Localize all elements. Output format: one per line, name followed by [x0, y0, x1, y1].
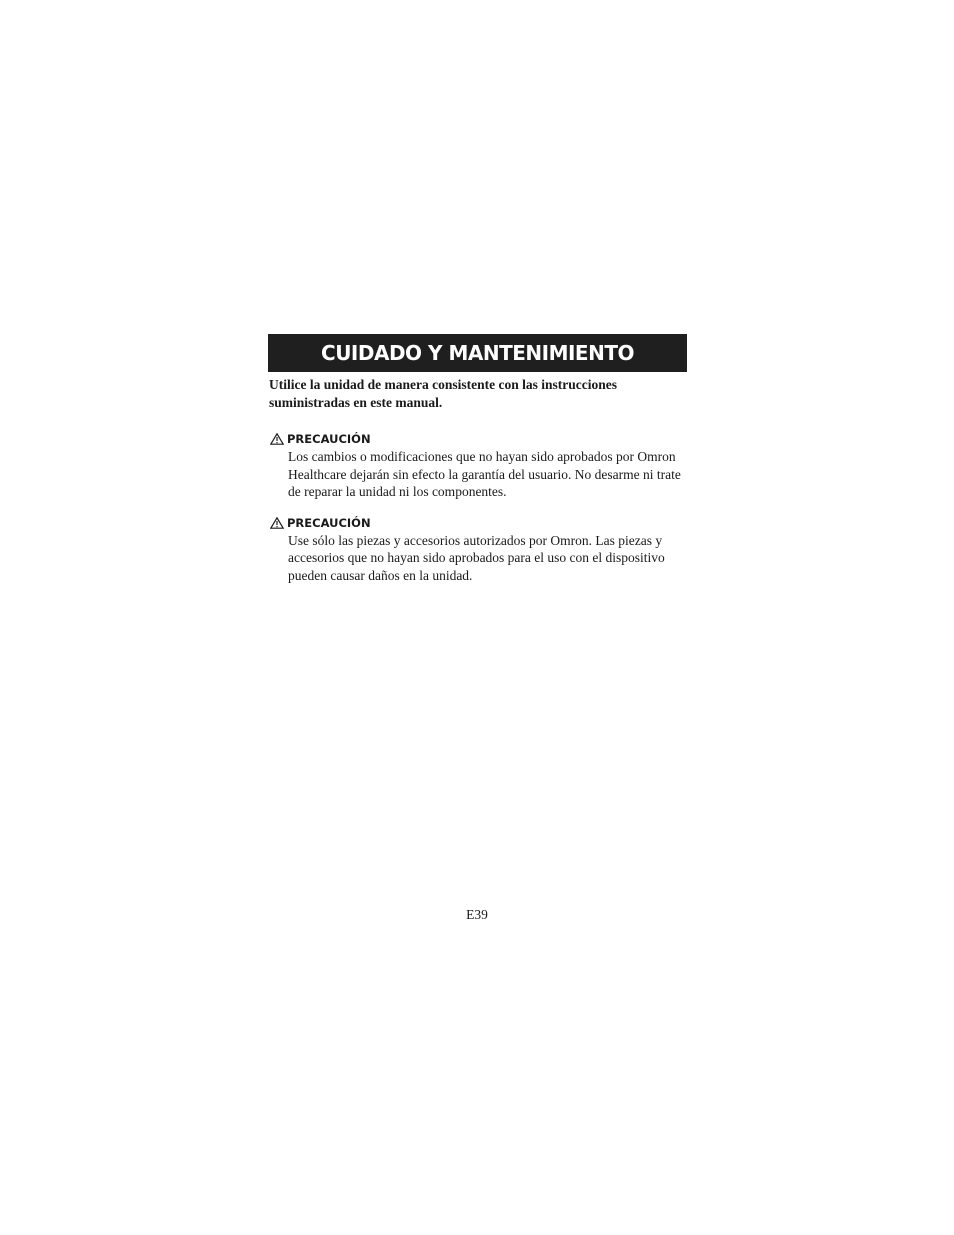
caution-text: Use sólo las piezas y accesorios autorizados por Omron. Las piezas y accesorios que no hayan sido aprobados para el uso con el dispositivo pueden causar daños en la unidad. [288, 532, 665, 583]
caution-block [268, 515, 687, 585]
caution-heading [268, 431, 687, 447]
intro-paragraph: Utilice la unidad de manera consistente con las instrucciones suministradas en este manual. [269, 377, 617, 410]
caution-label: PRECAUCIÓN [287, 432, 371, 446]
page-number: E39 [466, 907, 488, 922]
section-title: CUIDADO Y MANTENIMIENTO [321, 341, 634, 365]
caution-block [268, 431, 687, 501]
caution-heading [268, 515, 687, 531]
section-content [268, 334, 687, 584]
caution-label: PRECAUCIÓN [287, 515, 371, 530]
caution-text: Los cambios o modificaciones que no hayan sido aprobados por Omron Healthcare dejarán sin efecto la garantía del usuario. No desarme ni trate de reparar la unidad ni los componentes. [288, 449, 681, 499]
section-title-bar [268, 334, 687, 372]
warning-triangle-icon [270, 517, 284, 529]
warning-triangle-icon [270, 433, 284, 445]
